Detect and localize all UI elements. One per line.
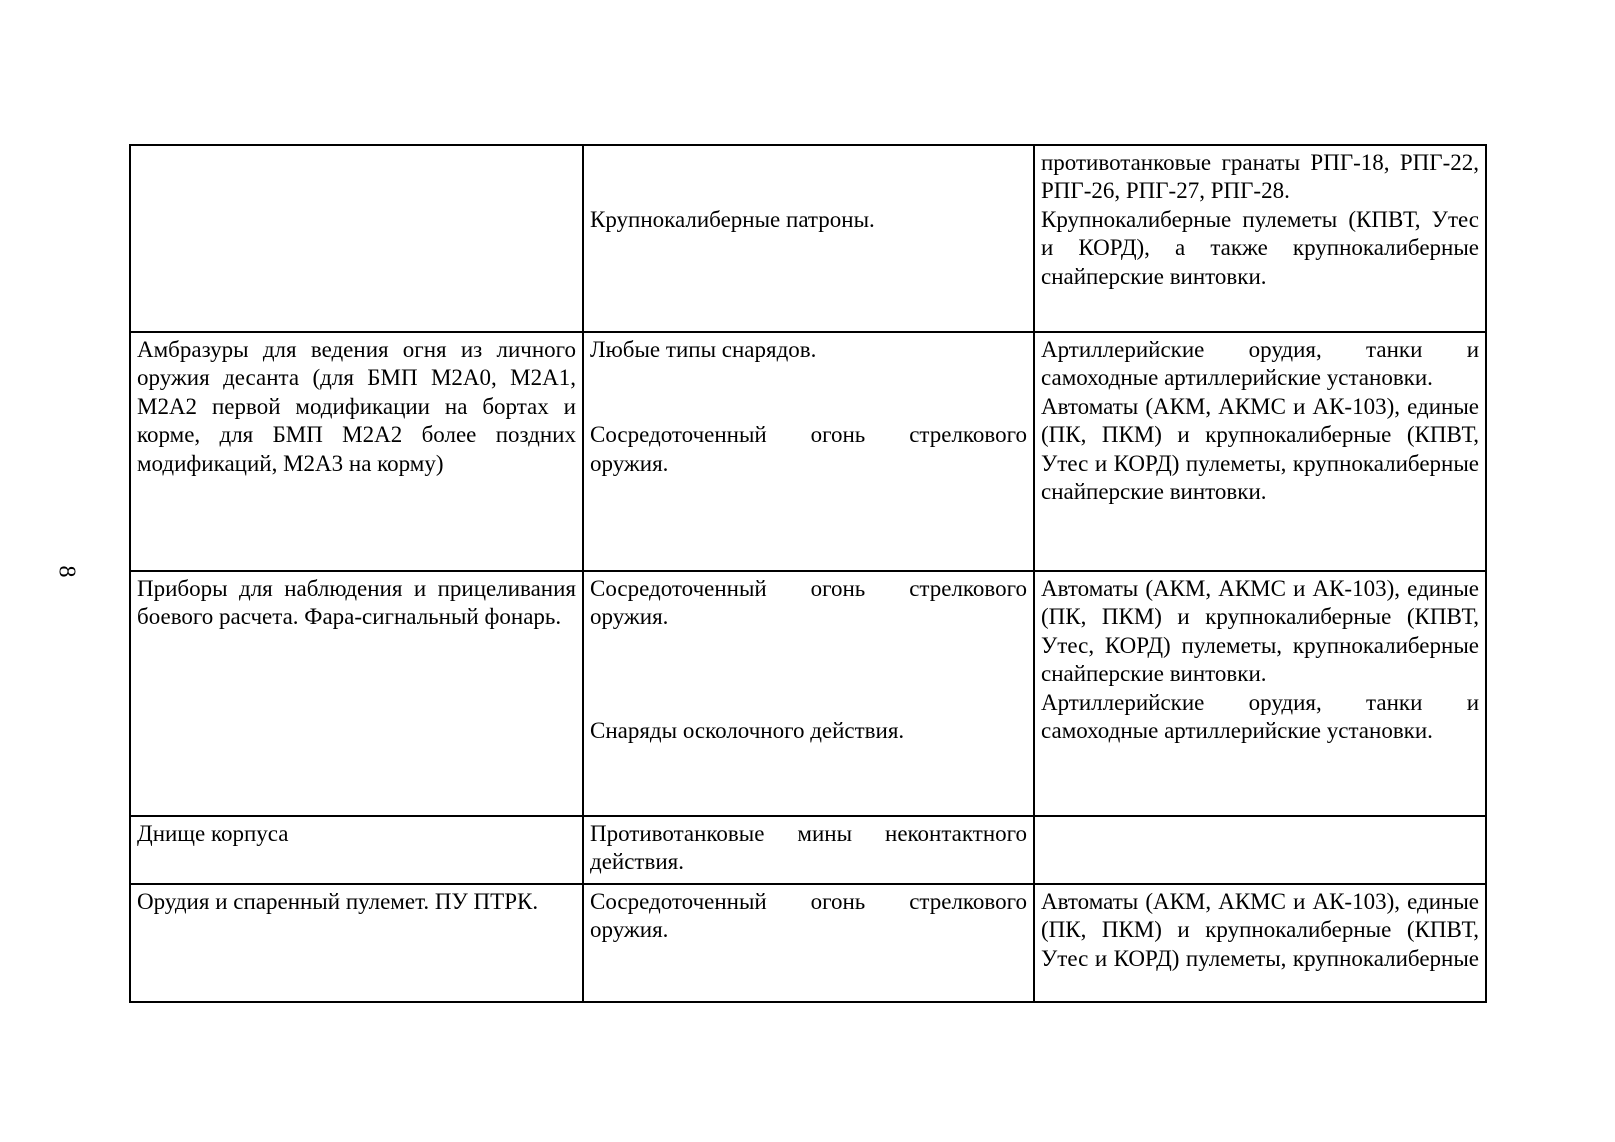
cell-paragraph: Автоматы (АКМ, АКМС и АК-103), единые (ПК, ПКМ) и крупнокалиберные (КПВТ, Утес, КОРД) пулеметы, крупнокалиберные снайперские винтовки. — [1041, 576, 1479, 687]
cell-paragraph: Снаряды осколочного действия. — [590, 717, 905, 743]
cell-paragraph: Сосредоточенный огонь стрелкового оружия. — [590, 576, 1027, 630]
table-cell — [130, 884, 583, 1002]
page-number: 8 — [53, 565, 80, 578]
table-cell — [1034, 571, 1486, 816]
cell-paragraph: Сосредоточенный огонь стрелкового оружия. — [590, 889, 1027, 943]
cell-paragraph: Крупнокалиберные патроны. — [590, 207, 875, 232]
cell-paragraph: Сосредоточенный огонь стрелкового оружия. — [590, 422, 1027, 476]
weapons-effects-table — [129, 144, 1487, 1003]
cell-paragraph: противотанковые гранаты РПГ-18, РПГ-22, РПГ-26, РПГ-27, РПГ-28. — [1041, 150, 1479, 204]
cell-paragraph: Артиллерийские орудия, танки и самоходные артиллерийские установки. — [1041, 689, 1479, 744]
cell-paragraph: Орудия и спаренный пулемет. ПУ ПТРК. — [137, 889, 539, 914]
table-row — [130, 332, 1486, 571]
cell-paragraph: Любые типы снарядов. — [590, 337, 817, 362]
cell-paragraph: Противотанковые мины неконтактного действия. — [590, 821, 1027, 875]
table-cell — [1034, 145, 1486, 332]
cell-paragraph: Приборы для наблюдения и прицеливания боевого расчета. Фара-сигнальный фонарь. — [137, 576, 576, 630]
table-cell — [130, 571, 583, 816]
table-cell — [130, 145, 583, 332]
table-cell — [130, 816, 583, 884]
cell-paragraph: Крупнокалиберные пулеметы (КПВТ, Утес и КОРД), а также крупнокалиберные снайперские винтовки. — [1041, 206, 1479, 289]
table-row — [130, 884, 1486, 1002]
cell-paragraph: Амбразуры для ведения огня из личного оружия десанта (для БМП M2A0, M2A1, M2A2 первой модификации на бортах и корме, для БМП M2A2 более поздних модификаций, M2A3 на корму) — [137, 337, 576, 476]
table-row — [130, 816, 1486, 884]
cell-paragraph: Днище корпуса — [137, 821, 289, 846]
table-row — [130, 571, 1486, 816]
table-cell — [1034, 884, 1486, 1002]
table-cell — [1034, 332, 1486, 571]
table-cell — [583, 145, 1034, 332]
table-cell — [1034, 816, 1486, 884]
cell-paragraph: Автоматы (АКМ, АКМС и АК-103), единые (ПК, ПКМ) и крупнокалиберные (КПВТ, Утес и КОРД) пулеметы, крупнокалиберные — [1041, 889, 1479, 971]
table-cell — [583, 332, 1034, 571]
table-cell — [583, 571, 1034, 816]
cell-paragraph: Артиллерийские орудия, танки и самоходные артиллерийские установки. — [1041, 337, 1479, 391]
table-cell — [583, 884, 1034, 1002]
table-row — [130, 145, 1486, 332]
cell-paragraph: Автоматы (АКМ, АКМС и АК-103), единые (ПК, ПКМ) и крупнокалиберные (КПВТ, Утес и КОРД) пулеметы, крупнокалиберные снайперские винтовки. — [1041, 393, 1479, 505]
table-cell — [130, 332, 583, 571]
table-cell — [583, 816, 1034, 884]
